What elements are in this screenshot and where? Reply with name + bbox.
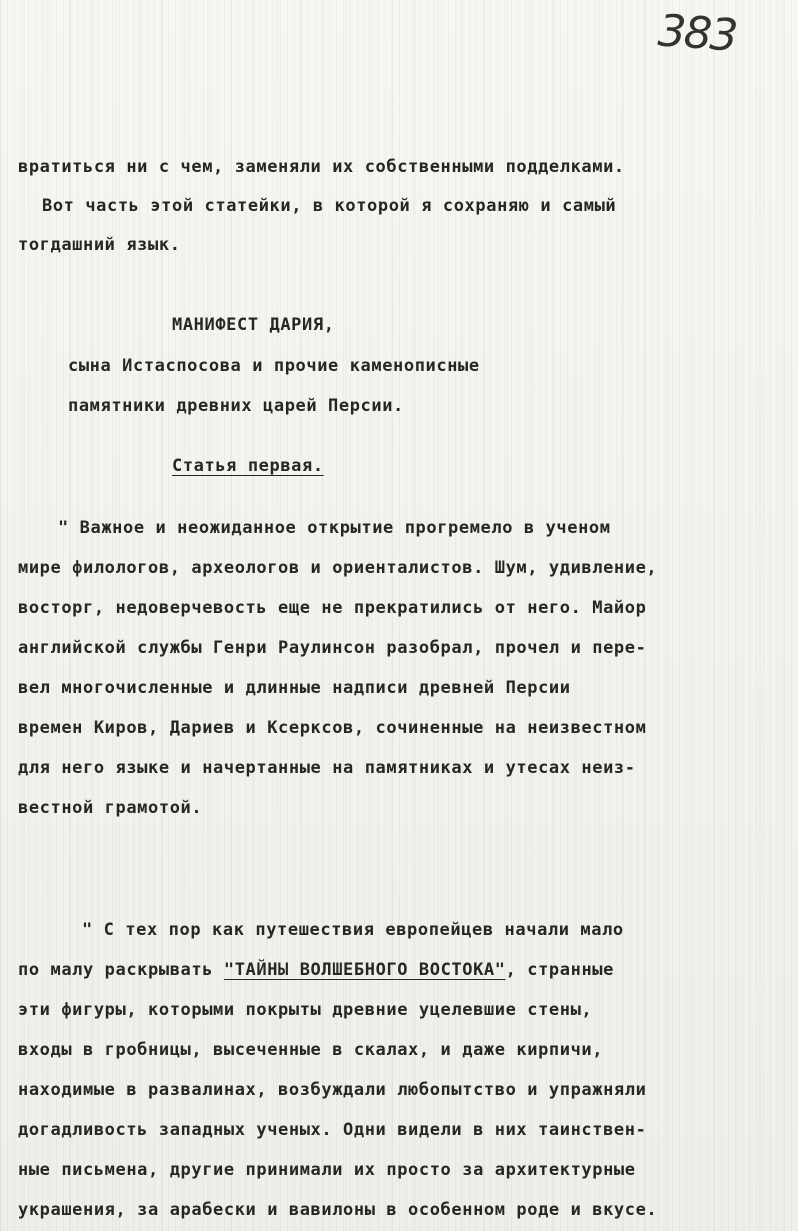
paragraph-line: " Важное и неожиданное открытие прогремело в ученом	[58, 518, 611, 538]
paragraph-line	[18, 962, 614, 979]
heading-subtitle: памятники древних царей Персии.	[68, 396, 404, 416]
paragraph-line: восторг, недоверчевость еще не прекратились от него. Майор	[18, 598, 647, 618]
paragraph-line: времен Киров, Дариев и Ксерксов, сочиненные на неизвестном	[18, 718, 647, 738]
page-number: 383	[656, 5, 738, 62]
heading-subtitle: сына Истаспосова и прочие каменописные	[68, 356, 480, 376]
paragraph-line: английской службы Генри Раулинсон разобрал, прочел и пере-	[18, 638, 647, 658]
text-fragment: , странные	[505, 960, 614, 980]
text-line: вратиться ни с чем, заменяли их собственными подделками.	[18, 157, 625, 177]
text-fragment: по малу раскрывать	[18, 960, 224, 980]
paragraph-line: вестной грамотой.	[18, 798, 203, 818]
paragraph-line: вел многочисленные и длинные надписи древней Персии	[18, 678, 571, 698]
quoted-title: "ТАЙНЫ ВОЛШЕБНОГО ВОСТОКА"	[223, 960, 506, 980]
heading-title: МАНИФЕСТ ДАРИЯ,	[172, 315, 335, 335]
text-line: Вот часть этой статейки, в которой я сохраняю и самый	[42, 196, 617, 216]
section-heading: Статья первая.	[172, 456, 324, 476]
text-line: тогдашний язык.	[18, 235, 181, 255]
paragraph-line: ные письмена, другие принимали их просто за архитектурные	[18, 1160, 636, 1180]
paragraph-line: находимые в развалинах, возбуждали любопытство и упражняли	[18, 1080, 647, 1100]
paragraph-line: " С тех пор как путешествия европейцев начали мало	[82, 920, 624, 940]
paragraph-line: эти фигуры, которыми покрыты древние уцелевшие стены,	[18, 1000, 593, 1020]
paragraph-line: для него языке и начертанные на памятниках и утесах неиз-	[18, 758, 636, 778]
paragraph-line: украшения, за арабески и вавилоны в особенном роде и вкусе.	[18, 1200, 658, 1220]
paragraph-line: входы в гробницы, высеченные в скалах, и даже кирпичи,	[18, 1040, 604, 1060]
paragraph-line: догадливость западных ученых. Одни видели в них таинствен-	[18, 1120, 647, 1140]
paragraph-line: мире филологов, археологов и ориенталистов. Шум, удивление,	[18, 558, 658, 578]
